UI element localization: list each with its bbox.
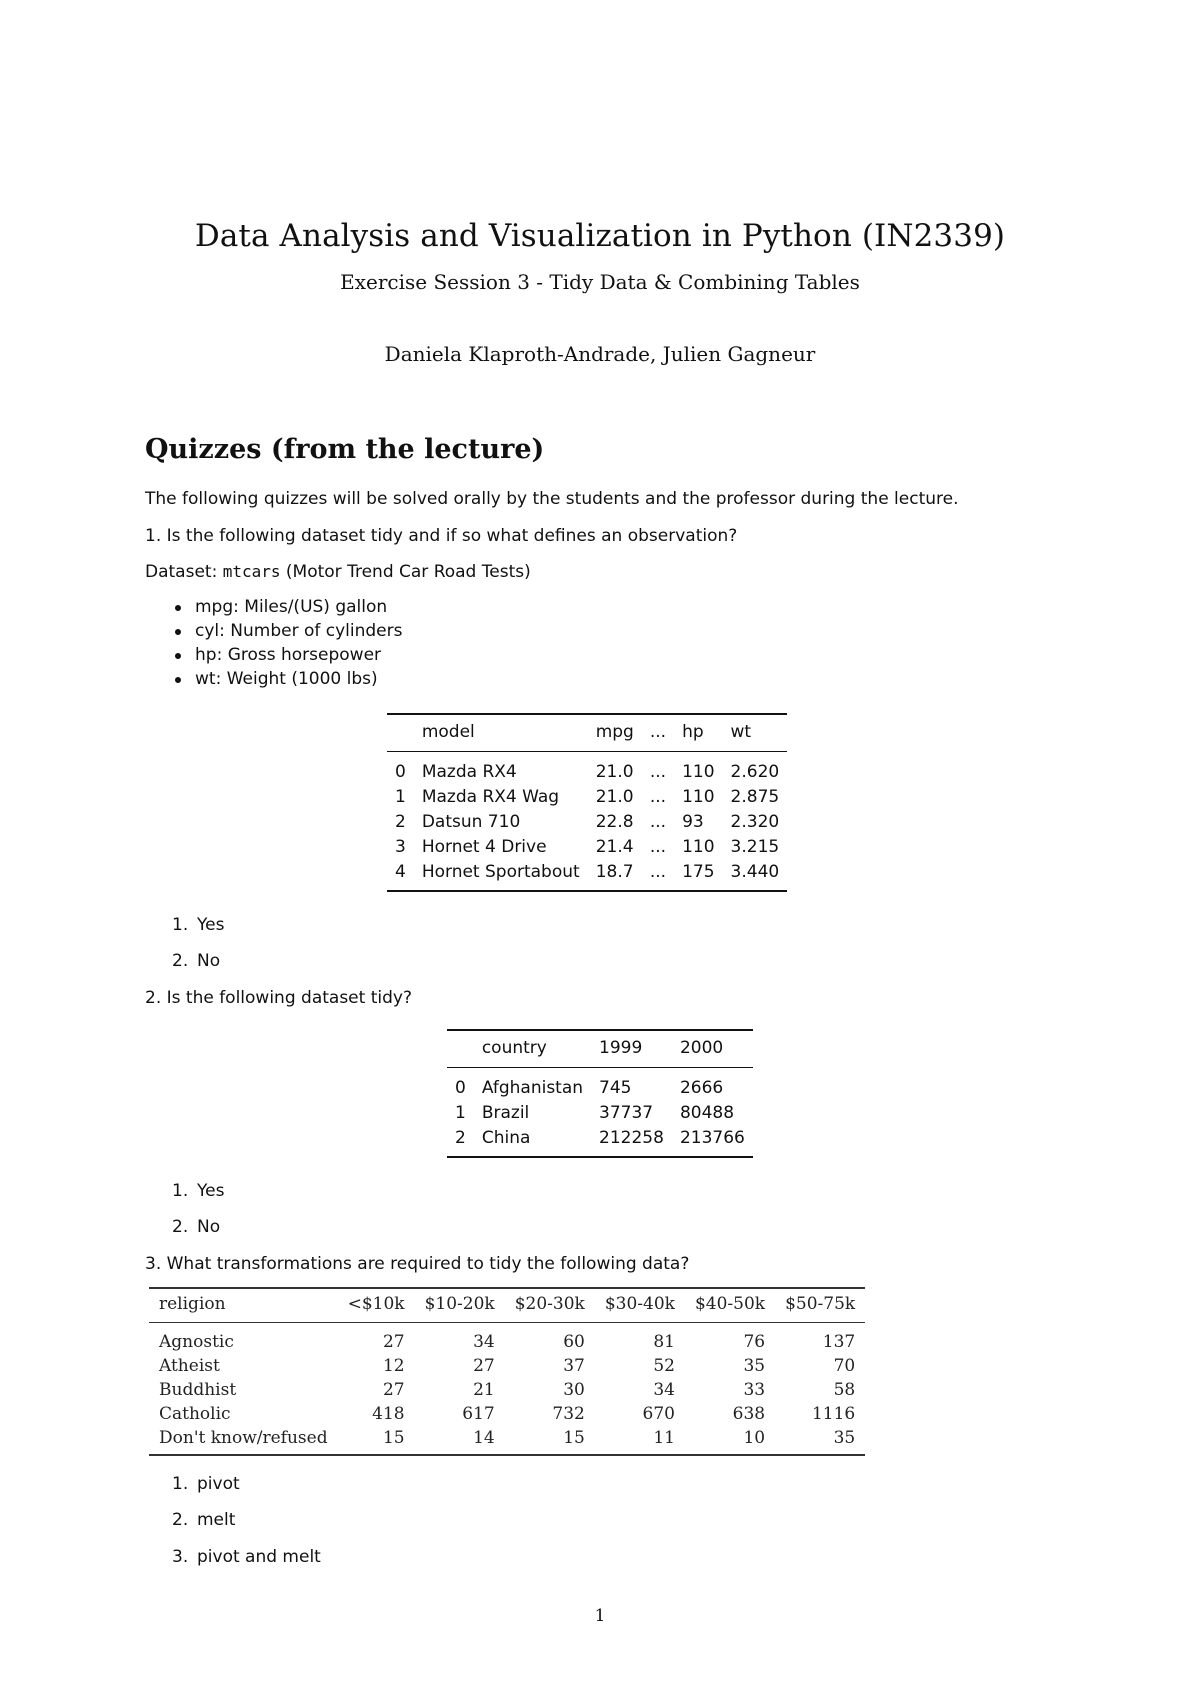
table-cell: 2.875 <box>730 787 780 807</box>
table-row <box>387 809 787 834</box>
option-label: melt <box>197 1510 236 1530</box>
table-cell: 670 <box>642 1404 675 1424</box>
mtcars-table <box>387 713 787 892</box>
table-cell: 15 <box>563 1428 585 1448</box>
table-cell: Mazda RX4 Wag <box>421 787 560 807</box>
table-row <box>387 784 787 809</box>
table-cell: 37 <box>563 1356 585 1376</box>
document-authors: Daniela Klaproth-Andrade, Julien Gagneur <box>384 342 816 366</box>
option-number: 2. <box>172 1217 189 1237</box>
country-table <box>447 1029 753 1158</box>
table-cell: 0 <box>395 762 406 782</box>
table-header-cell: hp <box>674 714 722 752</box>
table-header-row <box>447 1030 753 1068</box>
table-row <box>447 1068 753 1101</box>
table-row <box>149 1426 865 1455</box>
table-cell: ... <box>649 812 667 832</box>
document-title: Data Analysis and Visualization in Python (IN2339) <box>194 218 1006 254</box>
table-cell: 14 <box>473 1428 495 1448</box>
section-heading: Quizzes (from the lecture) <box>145 434 545 465</box>
table-row <box>447 1125 753 1157</box>
table-cell: 212258 <box>599 1128 664 1148</box>
table-cell: 27 <box>473 1356 495 1376</box>
table-header-cell: wt <box>723 714 788 752</box>
table-header-cell: $20-30k <box>505 1288 595 1323</box>
table-cell: 110 <box>682 837 715 857</box>
table-cell: 81 <box>653 1332 675 1352</box>
table-cell: 418 <box>372 1404 405 1424</box>
table-header-cell: country <box>474 1030 591 1068</box>
table-cell: 1116 <box>811 1404 856 1424</box>
table-cell: 110 <box>682 787 715 807</box>
table-cell: 52 <box>653 1356 675 1376</box>
table-cell: Catholic <box>159 1404 231 1424</box>
table-cell: 27 <box>382 1380 405 1400</box>
table-cell: 76 <box>743 1332 766 1352</box>
table-cell: 110 <box>682 762 715 782</box>
option-label: Yes <box>197 915 225 935</box>
table-cell: 12 <box>382 1356 405 1376</box>
q3-question: 3. What transformations are required to tidy the following data? <box>145 1254 690 1274</box>
q1-dataset-line <box>145 562 531 582</box>
q2-option-no <box>172 1217 220 1237</box>
table-cell: 2.320 <box>730 812 780 832</box>
table-cell: 10 <box>743 1428 766 1448</box>
table-header-cell: 1999 <box>591 1030 672 1068</box>
table-cell: Mazda RX4 <box>421 762 517 782</box>
option-label: pivot <box>197 1474 240 1494</box>
table-cell: 30 <box>563 1380 585 1400</box>
table-cell: 2 <box>455 1128 466 1148</box>
table-cell: ... <box>649 837 667 857</box>
table-cell: ... <box>649 787 667 807</box>
table-cell: 35 <box>743 1356 766 1376</box>
table-cell: 21 <box>473 1380 495 1400</box>
table-row <box>447 1100 753 1125</box>
table-cell: 213766 <box>679 1128 745 1148</box>
table-cell: 22.8 <box>595 812 634 832</box>
table-cell: 1 <box>395 787 406 807</box>
table-row <box>149 1354 865 1378</box>
table-cell: China <box>481 1128 531 1148</box>
option-label: No <box>197 951 221 971</box>
table-header-cell: model <box>414 714 588 752</box>
table-header-cell <box>447 1030 474 1068</box>
table-cell: 15 <box>382 1428 405 1448</box>
q1-dataset-prefix: Dataset: <box>145 562 223 582</box>
list-item: hp: Gross horsepower <box>173 643 402 667</box>
table-cell: Brazil <box>481 1103 530 1123</box>
table-cell: 1 <box>455 1103 466 1123</box>
list-item: wt: Weight (1000 lbs) <box>173 667 402 691</box>
table-cell: 745 <box>599 1078 632 1098</box>
q1-question: 1. Is the following dataset tidy and if so what defines an observation? <box>145 526 738 546</box>
option-label: Yes <box>197 1181 225 1201</box>
page-number: 1 <box>594 1606 606 1626</box>
table-cell: 3.440 <box>730 862 780 882</box>
table-row <box>387 834 787 859</box>
option-number: 1. <box>172 915 189 935</box>
table-cell: 93 <box>682 812 704 832</box>
option-number: 1. <box>172 1474 189 1494</box>
table-header-row <box>149 1288 865 1323</box>
table-cell: 3.215 <box>730 837 780 857</box>
table-cell: 34 <box>653 1380 675 1400</box>
table-cell: ... <box>649 862 667 882</box>
table-cell: Agnostic <box>159 1332 234 1352</box>
table-cell: 11 <box>653 1428 675 1448</box>
table-header-cell: $10-20k <box>415 1288 505 1323</box>
table-cell: Hornet Sportabout <box>421 862 580 882</box>
q1-dataset-name: mtcars <box>222 562 281 581</box>
table-header-cell <box>387 714 414 752</box>
table-cell: 732 <box>552 1404 585 1424</box>
table-row <box>149 1402 865 1426</box>
list-item: cyl: Number of cylinders <box>173 619 402 643</box>
q1-dataset-suffix: (Motor Trend Car Road Tests) <box>280 562 531 582</box>
table-cell: Don't know/refused <box>159 1428 328 1448</box>
religion-income-table <box>149 1287 865 1456</box>
table-cell: Afghanistan <box>481 1078 584 1098</box>
option-label: pivot and melt <box>197 1547 321 1567</box>
table-row <box>387 859 787 891</box>
section-intro: The following quizzes will be solved orally by the students and the professor during the lecture. <box>145 489 959 509</box>
table-cell: Hornet 4 Drive <box>421 837 547 857</box>
q2-option-yes <box>172 1181 224 1201</box>
table-cell: 638 <box>732 1404 766 1424</box>
q3-option-pivot-and-melt <box>172 1547 321 1567</box>
table-header-cell: ... <box>642 714 674 752</box>
table-cell: 37737 <box>599 1103 654 1123</box>
table-cell: 175 <box>682 862 715 882</box>
table-header-cell: mpg <box>588 714 642 752</box>
table-cell: 3 <box>395 837 406 857</box>
q1-option-no <box>172 951 220 971</box>
q3-option-melt <box>172 1510 235 1530</box>
table-cell: 18.7 <box>595 862 634 882</box>
table-cell: 27 <box>382 1332 405 1352</box>
table-cell: 2 <box>395 812 406 832</box>
table-header-cell: 2000 <box>672 1030 753 1068</box>
table-cell: 4 <box>395 862 406 882</box>
table-cell: 60 <box>563 1332 585 1352</box>
table-header-cell: $30-40k <box>595 1288 685 1323</box>
table-row <box>149 1323 865 1355</box>
table-cell: Atheist <box>159 1356 220 1376</box>
document-subtitle: Exercise Session 3 - Tidy Data & Combining Tables <box>340 270 860 294</box>
table-row <box>149 1378 865 1402</box>
table-header-cell: $40-50k <box>685 1288 775 1323</box>
table-cell: Datsun 710 <box>421 812 521 832</box>
table-cell: 80488 <box>679 1103 735 1123</box>
table-cell: Buddhist <box>159 1380 237 1400</box>
table-cell: 21.0 <box>595 762 634 782</box>
q2-question: 2. Is the following dataset tidy? <box>145 988 412 1008</box>
table-cell: 137 <box>822 1332 856 1352</box>
table-cell: 58 <box>833 1380 856 1400</box>
table-cell: 0 <box>455 1078 466 1098</box>
table-header-cell: $50-75k <box>775 1288 865 1323</box>
option-label: No <box>197 1217 221 1237</box>
option-number: 2. <box>172 951 189 971</box>
q1-variable-list <box>173 595 402 691</box>
q3-option-pivot <box>172 1474 240 1494</box>
table-cell: 35 <box>833 1428 856 1448</box>
table-cell: 33 <box>743 1380 766 1400</box>
table-row <box>387 752 787 785</box>
table-cell: 34 <box>473 1332 495 1352</box>
q1-option-yes <box>172 915 224 935</box>
table-header-row <box>387 714 787 752</box>
option-number: 2. <box>172 1510 189 1530</box>
table-cell: 21.4 <box>595 837 634 857</box>
table-cell: 2666 <box>679 1078 724 1098</box>
list-item: mpg: Miles/(US) gallon <box>173 595 402 619</box>
table-cell: ... <box>649 762 667 782</box>
table-cell: 2.620 <box>730 762 780 782</box>
table-cell: 21.0 <box>595 787 634 807</box>
table-cell: 617 <box>462 1404 495 1424</box>
table-header-cell: religion <box>149 1288 338 1323</box>
option-number: 1. <box>172 1181 189 1201</box>
table-header-cell: <$10k <box>338 1288 415 1323</box>
table-cell: 70 <box>833 1356 856 1376</box>
option-number: 3. <box>172 1547 189 1567</box>
